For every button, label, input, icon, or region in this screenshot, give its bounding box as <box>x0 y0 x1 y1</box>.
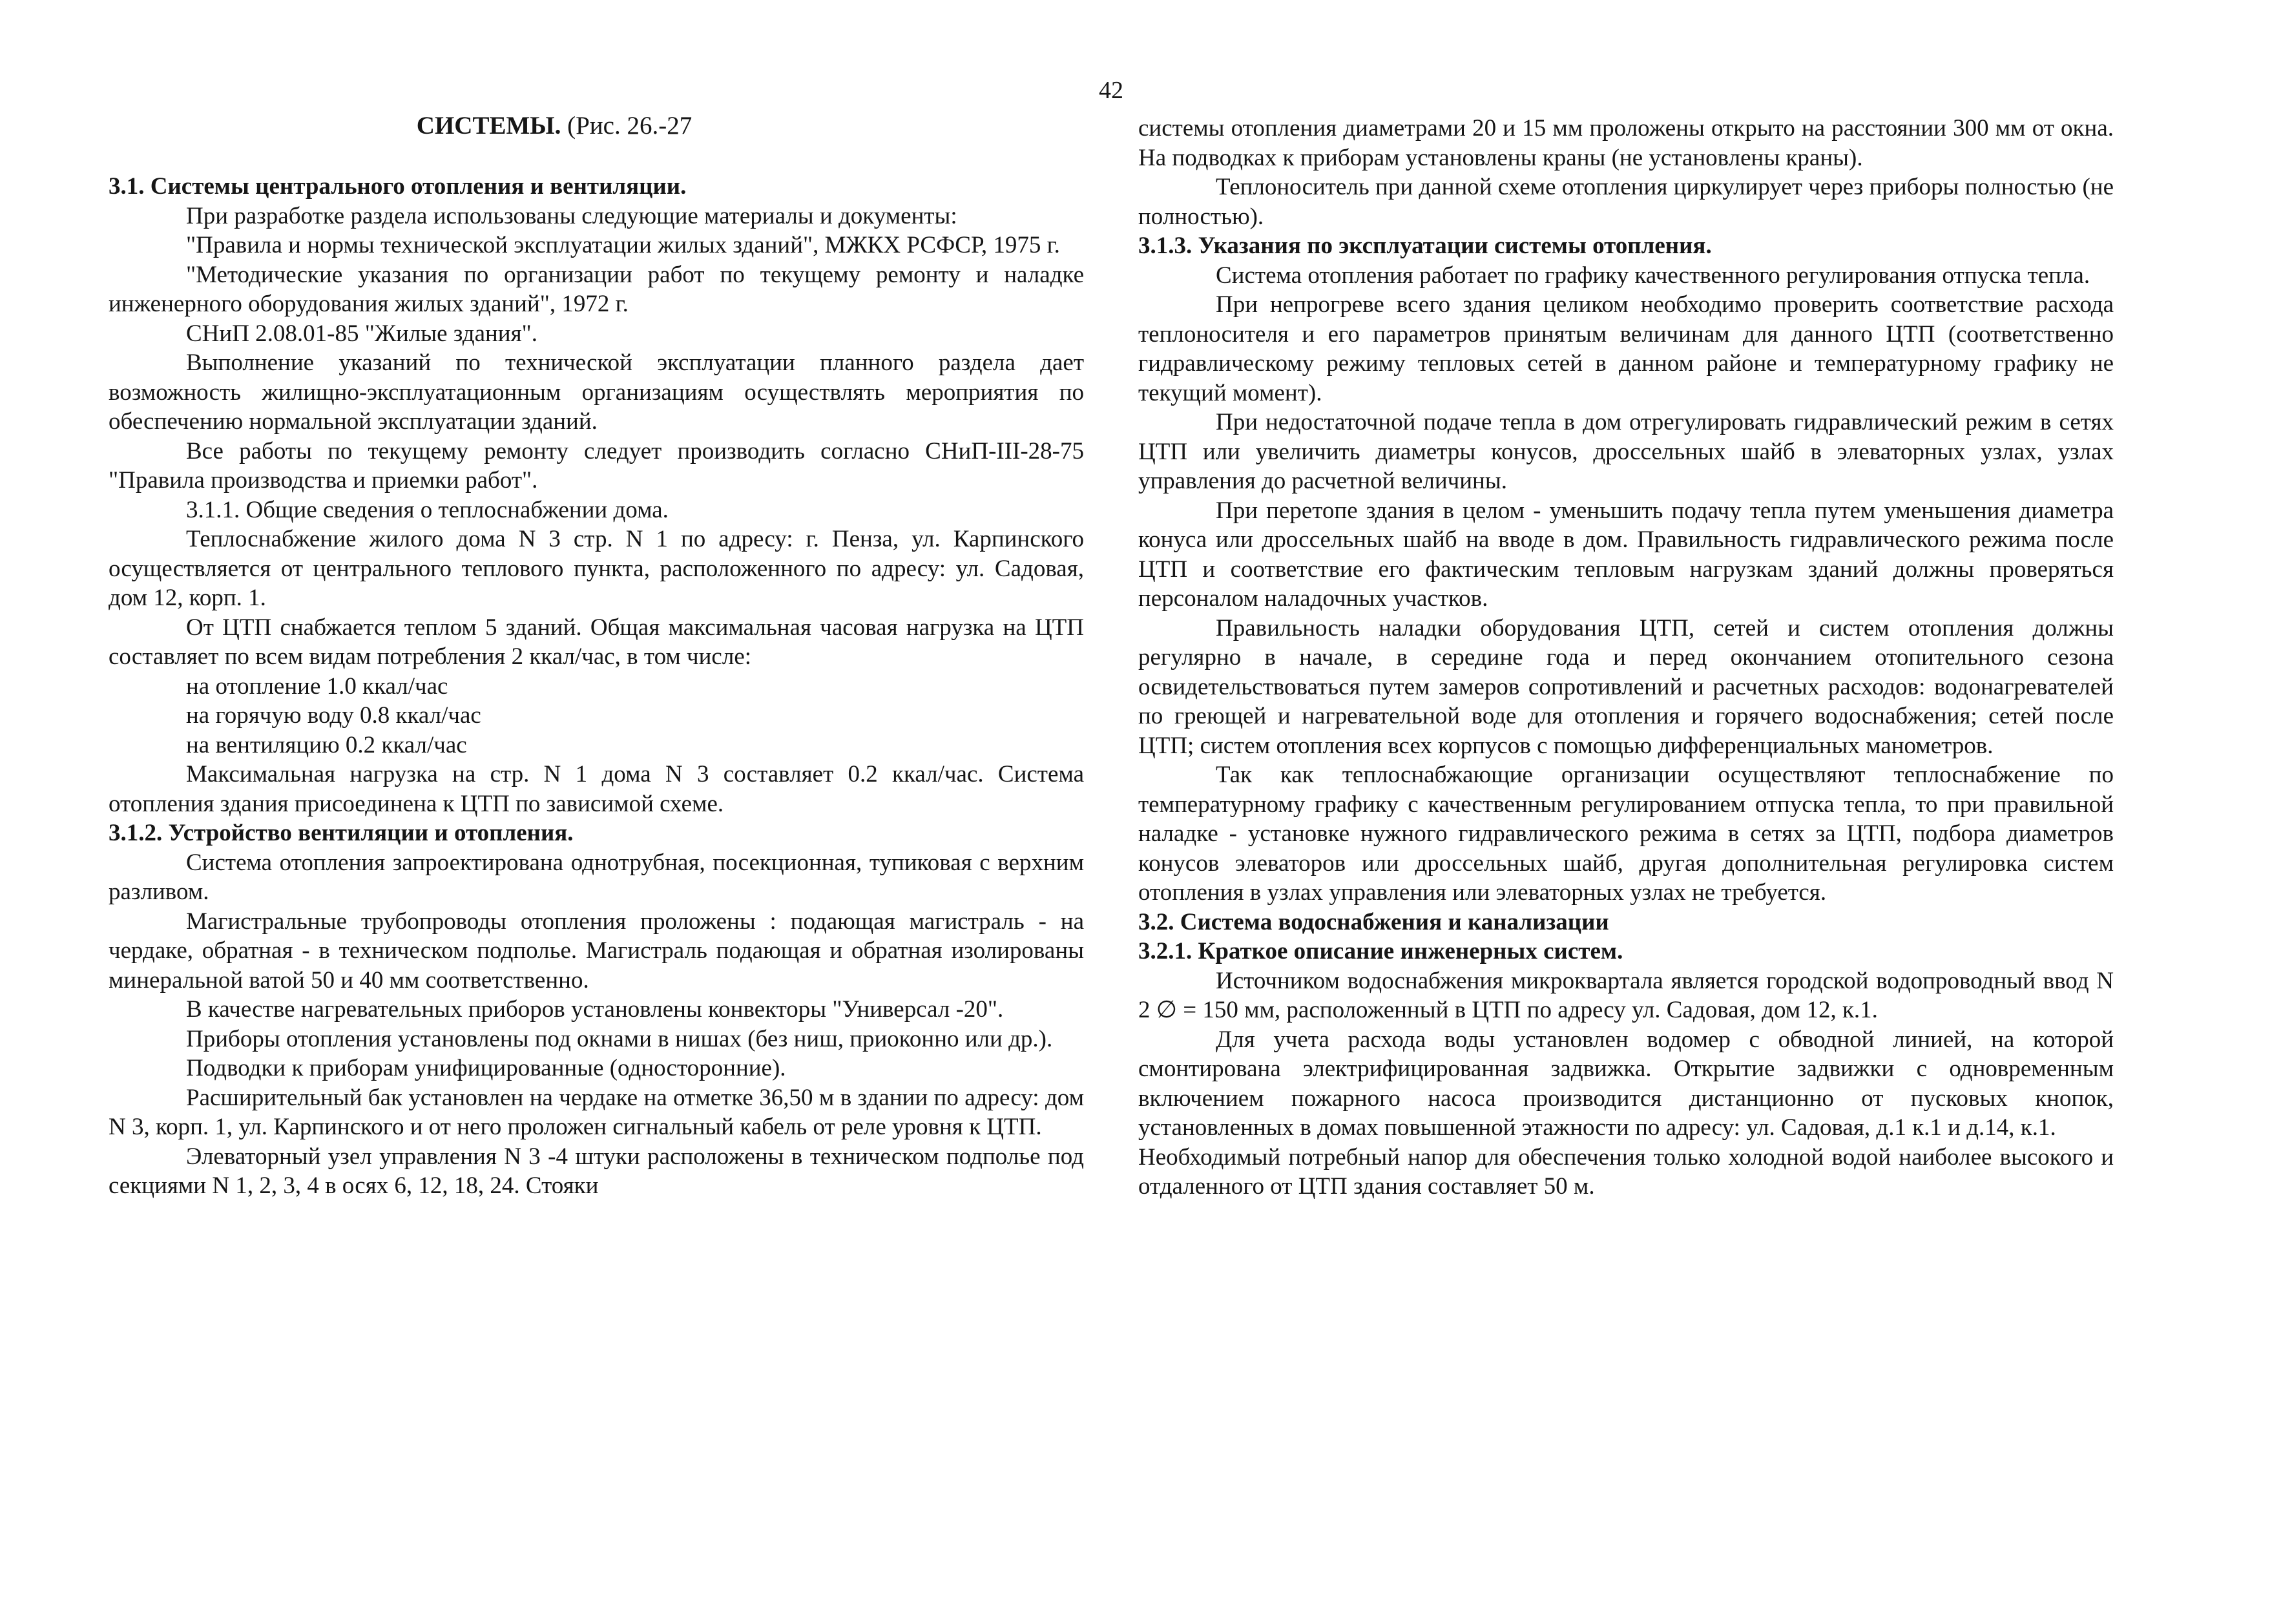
paragraph: Система отопления работает по графику качественного регулирования отпуска тепла. <box>1216 262 2090 289</box>
section-heading-3-2-1: 3.2.1. Краткое описание инженерных систем. <box>1138 938 1623 964</box>
paragraph: Теплоснабжение жилого дома N 3 стр. N 1 по адресу: г. Пенза, ул. Карпинского осуществляется от центрального теплового пункта, расположенного по адресу: ул. Садовая, дом 12, корп. 1. <box>109 526 1084 611</box>
paragraph: При непрогреве всего здания целиком необходимо проверить соответствие расхода теплоносителя и его параметров принятым величинам для данного ЦТП (соответственно гидравлическому режиму тепловых сетей в данном районе и температурному графику не текущий момент). <box>1138 291 2114 406</box>
left-column <box>109 172 1084 1201</box>
paragraph: Все работы по текущему ремонту следует производить согласно СНиП-III-28-75 "Правила производства и приемки работ". <box>109 437 1084 494</box>
paragraph: При разработке раздела использованы следующие материалы и документы: <box>186 202 957 229</box>
paragraph: Правильность наладки оборудования ЦТП, сетей и систем отопления должны регулярно в начале, в середине года и перед окончанием отопительного сезона освидетельствоваться путем замеров сопротивлений и расчетных расходов: водонагревателей по греющей и нагревательной воде для отопления и горячего водоснабжения; сетей после ЦТП; систем отопления всех корпусов с помощью дифференциальных манометров. <box>1138 614 2114 759</box>
paragraph: Теплоноситель при данной схеме отопления циркулирует через приборы полностью (не полностью). <box>1138 174 2114 230</box>
page-title <box>109 111 1000 140</box>
paragraph: Элеваторный узел управления N 3 -4 штуки расположены в техническом подполье под секциями N 1, 2, 3, 4 в осях 6, 12, 18, 24. Стояки <box>109 1143 1084 1199</box>
paragraph: Максимальная нагрузка на стр. N 1 дома N 3 составляет 0.2 ккал/час. Система отопления здания присоединена к ЦТП по зависимой схеме. <box>109 761 1084 817</box>
paragraph: Так как теплоснабжающие организации осуществляют теплоснабжение по температурному графику с качественным регулированием отпуска тепла, то при правильной наладке - установке нужного гидравлического режима в сетях за ЦТП, подбора диаметров конусов элеваторов или дроссельных шайб, другая дополнительная регулировка систем отопления в узлах управления или элеваторных узлах не требуется. <box>1138 762 2114 906</box>
paragraph: В качестве нагревательных приборов установлены конвекторы "Универсал -20". <box>186 996 1004 1023</box>
paragraph: Подводки к приборам унифицированные (односторонние). <box>186 1055 786 1081</box>
page-number: 42 <box>1099 77 1123 104</box>
paragraph: Для учета расхода воды установлен водомер с обводной линией, на которой смонтирована электрифицированная задвижка. Открытие задвижки с одновременным включением пожарного насоса производится дистанционно от пусковых кнопок, установленных в домах повышенной этажности по адресу: ул. Садовая, д.1 к.1 и д.14, к.1. <box>1138 1026 2114 1141</box>
paragraph: Расширительный бак установлен на чердаке на отметке 36,50 м в здании по адресу: дом N 3, корп. 1, ул. Карпинского и от него проложен сигнальный кабель от реле уровня к ЦТП. <box>109 1084 1084 1140</box>
paragraph: Приборы отопления установлены под окнами в нишах (без ниш, приоконно или др.). <box>186 1025 1053 1052</box>
paragraph: При перетопе здания в целом - уменьшить подачу тепла путем уменьшения диаметра конуса или дроссельных шайб на вводе в дом. Правильность гидравлического режима после ЦТП и соответствие его фактическим тепловым нагрузкам зданий должны проверяться персоналом наладочных участков. <box>1138 497 2114 612</box>
title-rest: (Рис. 26.-27 <box>561 112 693 140</box>
right-column <box>1138 114 2114 1202</box>
paragraph: Необходимый потребный напор для обеспечения только холодной водой наиболее высокого и отдаленного от ЦТП здания составляет 50 м. <box>1138 1143 2114 1200</box>
paragraph: Источником водоснабжения микроквартала является городской водопроводный ввод N 2 ∅ = 150 мм, расположенный в ЦТП по адресу ул. Садовая, дом 12, к.1. <box>1138 967 2114 1023</box>
paragraph: От ЦТП снабжается теплом 5 зданий. Общая максимальная часовая нагрузка на ЦТП составляет по всем видам потребления 2 ккал/час, в том числе: <box>109 614 1084 670</box>
paragraph: Выполнение указаний по технической эксплуатации планного раздела дает возможность жилищно-эксплуатационным организациям осуществлять мероприятия по обеспечению нормальной эксплуатации зданий. <box>109 349 1084 435</box>
paragraph: При недостаточной подаче тепла в дом отрегулировать гидравлический режим в сетях ЦТП или увеличить диаметры конусов, дроссельных шайб в элеваторных узлах, узлах управления до расчетной величины. <box>1138 409 2114 494</box>
section-heading-3-1: 3.1. Системы центрального отопления и вентиляции. <box>109 173 687 200</box>
list-item: на горячую воду 0.8 ккал/час <box>186 702 481 729</box>
title-bold: СИСТЕМЫ. <box>416 112 561 140</box>
subsection-heading-3-1-1: 3.1.1. Общие сведения о теплоснабжении дома. <box>186 496 669 523</box>
paragraph: "Методические указания по организации работ по текущему ремонту и наладке инженерного оборудования жилых зданий", 1972 г. <box>109 261 1084 317</box>
paragraph: СНиП 2.08.01-85 "Жилые здания". <box>186 320 537 347</box>
list-item: на вентиляцию 0.2 ккал/час <box>186 731 467 758</box>
paragraph: Магистральные трубопроводы отопления проложены : подающая магистраль - на чердаке, обратная - в техническом подполье. Магистраль подающая и обратная изолированы минеральной ватой 50 и 40 мм соответственно. <box>109 908 1084 994</box>
paragraph: системы отопления диаметрами 20 и 15 мм проложены открыто на расстоянии 300 мм от окна. На подводках к приборам установлены краны (не установлены краны). <box>1138 115 2114 171</box>
paragraph: Система отопления запроектирована однотрубная, посекционная, тупиковая с верхним разливом. <box>109 849 1084 905</box>
paragraph: "Правила и нормы технической эксплуатации жилых зданий", МЖКХ РСФСР, 1975 г. <box>186 232 1060 258</box>
section-heading-3-1-2: 3.1.2. Устройство вентиляции и отопления. <box>109 820 574 846</box>
list-item: на отопление 1.0 ккал/час <box>186 672 448 700</box>
section-heading-3-1-3: 3.1.3. Указания по эксплуатации системы отопления. <box>1138 233 1712 259</box>
section-heading-3-2: 3.2. Система водоснабжения и канализации <box>1138 908 1609 935</box>
